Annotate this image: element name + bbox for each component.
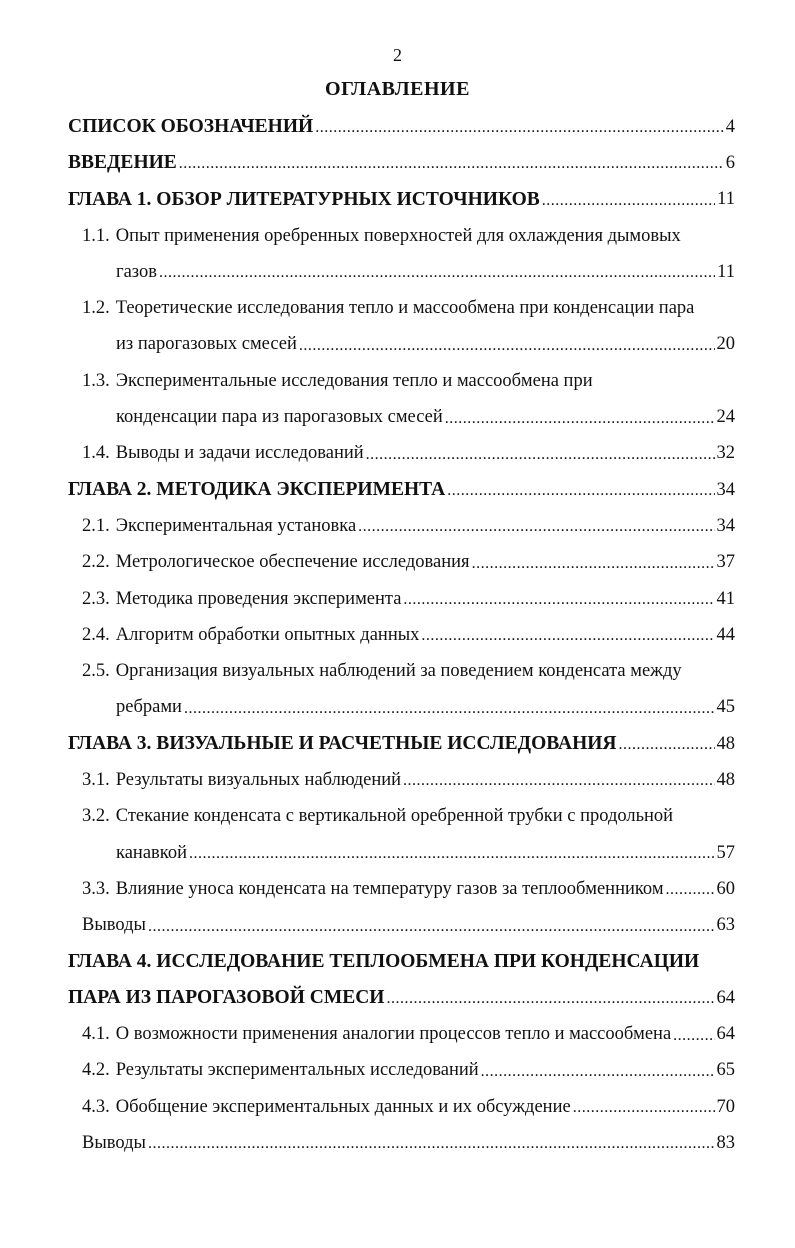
dot-leader xyxy=(403,591,714,609)
page-ref: 20 xyxy=(716,334,735,355)
toc-title: ОГЛАВЛЕНИЕ xyxy=(325,78,470,100)
toc-section-line[interactable] xyxy=(0,290,795,326)
page-ref: 64 xyxy=(716,987,735,1008)
dot-leader xyxy=(184,700,715,718)
toc-section-line[interactable] xyxy=(0,690,795,726)
toc-chapter-line[interactable] xyxy=(0,944,795,980)
dot-leader xyxy=(619,736,715,754)
section-number: 2.2. xyxy=(82,552,110,573)
toc-chapter-line[interactable] xyxy=(0,109,795,145)
entry-title: канавкой xyxy=(116,842,187,863)
entry-title: ГЛАВА 1. ОБЗОР ЛИТЕРАТУРНЫХ ИСТОЧНИКОВ xyxy=(68,188,540,210)
entry-title: Методика проведения эксперимента xyxy=(115,588,402,609)
page-ref: 48 xyxy=(716,769,735,790)
toc-section-line[interactable] xyxy=(0,799,795,835)
dot-leader xyxy=(148,1135,715,1153)
section-number: 1.3. xyxy=(82,370,110,391)
section-number: 4.3. xyxy=(82,1096,110,1117)
dot-leader xyxy=(666,881,715,899)
section-number: 1.1. xyxy=(82,225,110,246)
toc-section-line[interactable] xyxy=(0,581,795,617)
toc-chapter-line[interactable] xyxy=(0,182,795,218)
dot-leader xyxy=(148,918,715,936)
toc-chapter-line[interactable] xyxy=(0,145,795,181)
dot-leader xyxy=(573,1099,715,1117)
dot-leader xyxy=(179,155,724,173)
entry-title: конденсации пара из парогазовых смесей xyxy=(116,407,443,428)
page-ref: 34 xyxy=(716,515,735,536)
toc-section-line[interactable] xyxy=(0,762,795,798)
entry-title: ребрами xyxy=(116,697,182,718)
page-ref: 63 xyxy=(716,915,735,936)
toc-section-line[interactable] xyxy=(0,254,795,290)
toc-section-line[interactable] xyxy=(0,1125,795,1161)
dot-leader xyxy=(447,482,714,500)
section-number: 2.5. xyxy=(82,661,110,682)
dot-leader xyxy=(481,1063,715,1081)
entry-title: Результаты визуальных наблюдений xyxy=(115,769,402,790)
page-ref: 70 xyxy=(716,1096,735,1117)
dot-leader xyxy=(315,119,724,137)
toc-section-line[interactable] xyxy=(0,1053,795,1089)
dot-leader xyxy=(358,518,714,536)
section-number: 2.4. xyxy=(82,624,110,645)
entry-title: Обобщение экспериментальных данных и их обсуждение xyxy=(115,1096,571,1117)
entry-title: Выводы xyxy=(82,915,146,936)
dot-leader xyxy=(542,192,715,210)
entry-title: Экспериментальная установка xyxy=(115,515,357,536)
dot-leader xyxy=(445,410,715,428)
entry-title: О возможности применения аналогии процессов тепло и массообмена xyxy=(115,1024,672,1045)
toc-section-line[interactable] xyxy=(0,1016,795,1052)
page-ref: 48 xyxy=(716,733,735,754)
toc-section-line[interactable] xyxy=(0,327,795,363)
entry-title: Выводы и задачи исследований xyxy=(115,443,364,464)
dot-leader xyxy=(403,772,714,790)
section-number: 2.3. xyxy=(82,588,110,609)
entry-title: ГЛАВА 4. ИССЛЕДОВАНИЕ ТЕПЛООБМЕНА ПРИ КОНДЕНСАЦИИ xyxy=(68,950,700,972)
entry-title: Опыт применения оребренных поверхностей для охлаждения дымовых xyxy=(115,225,681,246)
section-number: 3.2. xyxy=(82,806,110,827)
entry-title: ПАРА ИЗ ПАРОГАЗОВОЙ СМЕСИ xyxy=(68,987,385,1009)
dot-leader xyxy=(472,555,715,573)
page-ref: 41 xyxy=(716,588,735,609)
toc-section-line[interactable] xyxy=(0,399,795,435)
entry-title: газов xyxy=(116,261,157,282)
section-number: 3.1. xyxy=(82,769,110,790)
toc-chapter-line[interactable] xyxy=(0,980,795,1016)
entry-title: Организация визуальных наблюдений за поведением конденсата между xyxy=(115,661,682,682)
section-number: 2.1. xyxy=(82,515,110,536)
section-number: 4.2. xyxy=(82,1060,110,1081)
page-ref: 65 xyxy=(716,1060,735,1081)
entry-title: Метрологическое обеспечение исследования xyxy=(115,552,470,573)
page-ref: 24 xyxy=(716,407,735,428)
entry-title: СПИСОК ОБОЗНАЧЕНИЙ xyxy=(68,116,314,138)
entry-title: ГЛАВА 2. МЕТОДИКА ЭКСПЕРИМЕНТА xyxy=(68,479,446,501)
entry-title: ВВЕДЕНИЕ xyxy=(68,152,177,174)
toc-section-line[interactable] xyxy=(0,218,795,254)
toc-section-line[interactable] xyxy=(0,545,795,581)
page-ref: 11 xyxy=(717,189,735,210)
toc-section-line[interactable] xyxy=(0,653,795,689)
entry-title: Влияние уноса конденсата на температуру газов за теплообменником xyxy=(115,878,664,899)
toc-section-line[interactable] xyxy=(0,617,795,653)
toc-chapter-line[interactable] xyxy=(0,472,795,508)
dot-leader xyxy=(189,845,715,863)
dot-leader xyxy=(421,627,714,645)
page-ref: 6 xyxy=(725,152,735,173)
page-ref: 37 xyxy=(716,552,735,573)
dot-leader xyxy=(386,990,714,1008)
dot-leader xyxy=(366,446,715,464)
toc-chapter-line[interactable] xyxy=(0,726,795,762)
toc-section-line[interactable] xyxy=(0,508,795,544)
page-ref: 45 xyxy=(716,697,735,718)
entry-title: Алгоритм обработки опытных данных xyxy=(115,624,420,645)
toc-section-line[interactable] xyxy=(0,363,795,399)
page-ref: 32 xyxy=(716,443,735,464)
page-ref: 57 xyxy=(716,842,735,863)
entry-title: Стекание конденсата с вертикальной оребренной трубки с продольной xyxy=(115,806,674,827)
dot-leader xyxy=(159,264,715,282)
toc-section-line[interactable] xyxy=(0,436,795,472)
page-number: 2 xyxy=(393,45,402,65)
toc-section-line[interactable] xyxy=(0,871,795,907)
section-number: 3.3. xyxy=(82,878,110,899)
entry-title: Выводы xyxy=(82,1132,146,1153)
page-ref: 64 xyxy=(716,1024,735,1045)
page-ref: 11 xyxy=(717,261,735,282)
toc-section-line[interactable] xyxy=(0,835,795,871)
entry-title: из парогазовых смесей xyxy=(116,334,297,355)
section-number: 1.4. xyxy=(82,443,110,464)
section-number: 4.1. xyxy=(82,1024,110,1045)
page-ref: 44 xyxy=(716,624,735,645)
page-ref: 60 xyxy=(716,878,735,899)
dot-leader xyxy=(299,337,715,355)
toc-section-line[interactable] xyxy=(0,908,795,944)
page-ref: 83 xyxy=(716,1132,735,1153)
dot-leader xyxy=(673,1027,714,1045)
section-number: 1.2. xyxy=(82,298,110,319)
entry-title: Экспериментальные исследования тепло и массообмена при xyxy=(115,370,593,391)
page-ref: 4 xyxy=(725,116,735,137)
table-of-contents xyxy=(0,109,795,1162)
entry-title: Теоретические исследования тепло и массообмена при конденсации пара xyxy=(115,298,695,319)
entry-title: ГЛАВА 3. ВИЗУАЛЬНЫЕ И РАСЧЕТНЫЕ ИССЛЕДОВАНИЯ xyxy=(68,733,617,755)
page-ref: 34 xyxy=(716,479,735,500)
toc-section-line[interactable] xyxy=(0,1089,795,1125)
entry-title: Результаты экспериментальных исследований xyxy=(115,1060,479,1081)
